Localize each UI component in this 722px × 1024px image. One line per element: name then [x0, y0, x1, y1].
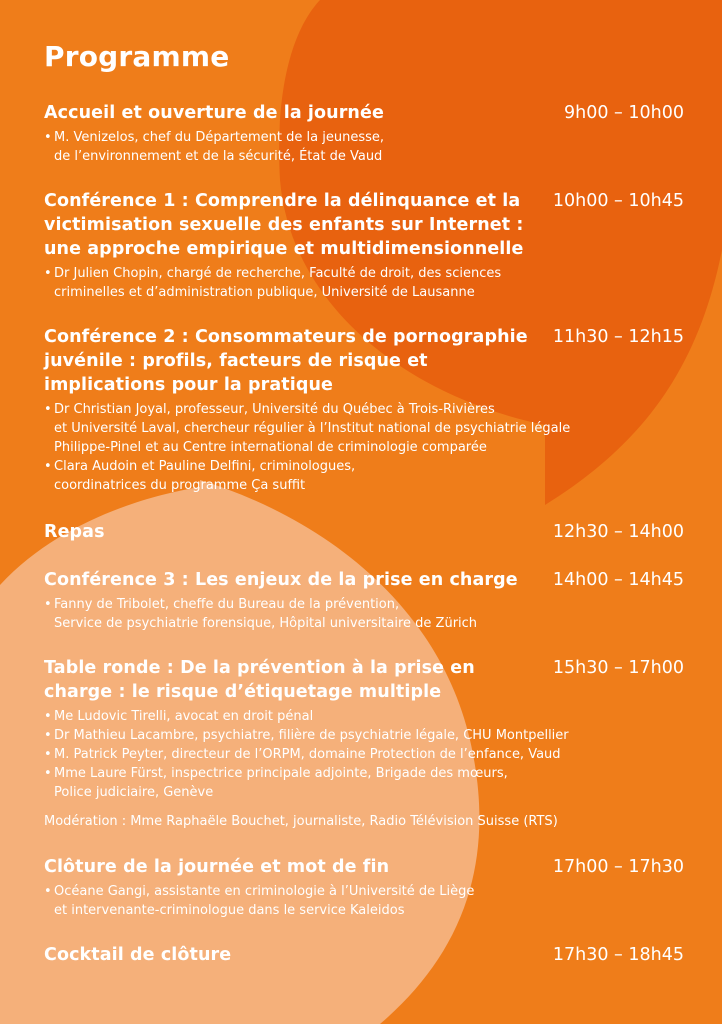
- session-title: Conférence 2 : Consommateurs de pornographie juvénile : profils, facteurs de risque et implications pour la pratique: [44, 327, 528, 395]
- session-cloture: [44, 855, 684, 920]
- speaker-item: • Dr Christian Joyal, professeur, Université du Québec à Trois-Rivières et Université Laval, chercheur régulier à l’Institut national de psychiatrie légale Philippe-Pinel et au Centre international de criminologie comparée: [44, 400, 684, 457]
- session-conference-3: [44, 568, 684, 633]
- session-time: 9h00 – 10h00: [564, 103, 684, 123]
- speaker-item: • Mme Laure Fürst, inspectrice principale adjointe, Brigade des mœurs, Police judiciaire, Genève: [44, 764, 684, 802]
- session-title: Clôture de la journée et mot de fin: [44, 857, 390, 877]
- moderation-note: Modération : Mme Raphaële Bouchet, journaliste, Radio Télévision Suisse (RTS): [44, 814, 558, 829]
- session-title: Table ronde : De la prévention à la prise en charge : le risque d’étiquetage multiple: [44, 658, 475, 702]
- speaker-list: [44, 128, 684, 166]
- session-accueil: [44, 101, 684, 166]
- session-table-ronde: [44, 656, 684, 831]
- speaker-item: • Océane Gangi, assistante en criminologie à l’Université de Liège et intervenante-criminologue dans le service Kaleidos: [44, 882, 684, 920]
- session-time: 12h30 – 14h00: [552, 522, 684, 542]
- speaker-item: • Fanny de Tribolet, cheffe du Bureau de la prévention, Service de psychiatrie forensique, Hôpital universitaire de Zürich: [44, 595, 684, 633]
- speaker-item: • Me Ludovic Tirelli, avocat en droit pénal: [44, 707, 684, 726]
- speaker-item: • Clara Audoin et Pauline Delfini, criminologues, coordinatrices du programme Ça suffit: [44, 457, 684, 495]
- session-time: 10h00 – 10h45: [552, 191, 684, 211]
- session-conference-2: [44, 325, 684, 495]
- session-repas: [44, 520, 684, 544]
- page-title: Programme: [44, 40, 230, 73]
- speaker-item: • M. Patrick Peyter, directeur de l’ORPM, domaine Protection de l’enfance, Vaud: [44, 745, 684, 764]
- session-title: Cocktail de clôture: [44, 945, 232, 965]
- session-cocktail: [44, 943, 684, 967]
- session-title: Accueil et ouverture de la journée: [44, 103, 384, 123]
- speaker-list: [44, 264, 684, 302]
- speaker-item: • M. Venizelos, chef du Département de la jeunesse, de l’environnement et de la sécurité, État de Vaud: [44, 128, 684, 166]
- session-title: Conférence 3 : Les enjeux de la prise en charge: [44, 570, 518, 590]
- session-time: 11h30 – 12h15: [552, 327, 684, 347]
- speaker-list: [44, 595, 684, 633]
- session-time: 15h30 – 17h00: [552, 658, 684, 678]
- session-title: Repas: [44, 522, 105, 542]
- speaker-item: • Dr Mathieu Lacambre, psychiatre, filière de psychiatrie légale, CHU Montpellier: [44, 726, 684, 745]
- session-conference-1: [44, 189, 684, 302]
- speaker-item: • Dr Julien Chopin, chargé de recherche, Faculté de droit, des sciences criminelles et d’administration publique, Université de Lausanne: [44, 264, 684, 302]
- session-time: 14h00 – 14h45: [552, 570, 684, 590]
- speaker-list: [44, 707, 684, 802]
- session-title: Conférence 1 : Comprendre la délinquance et la victimisation sexuelle des enfants sur Internet : une approche empirique et multidimensionnelle: [44, 191, 524, 259]
- speaker-list: [44, 400, 684, 495]
- speaker-list: [44, 882, 684, 920]
- session-time: 17h30 – 18h45: [552, 945, 684, 965]
- session-time: 17h00 – 17h30: [552, 857, 684, 877]
